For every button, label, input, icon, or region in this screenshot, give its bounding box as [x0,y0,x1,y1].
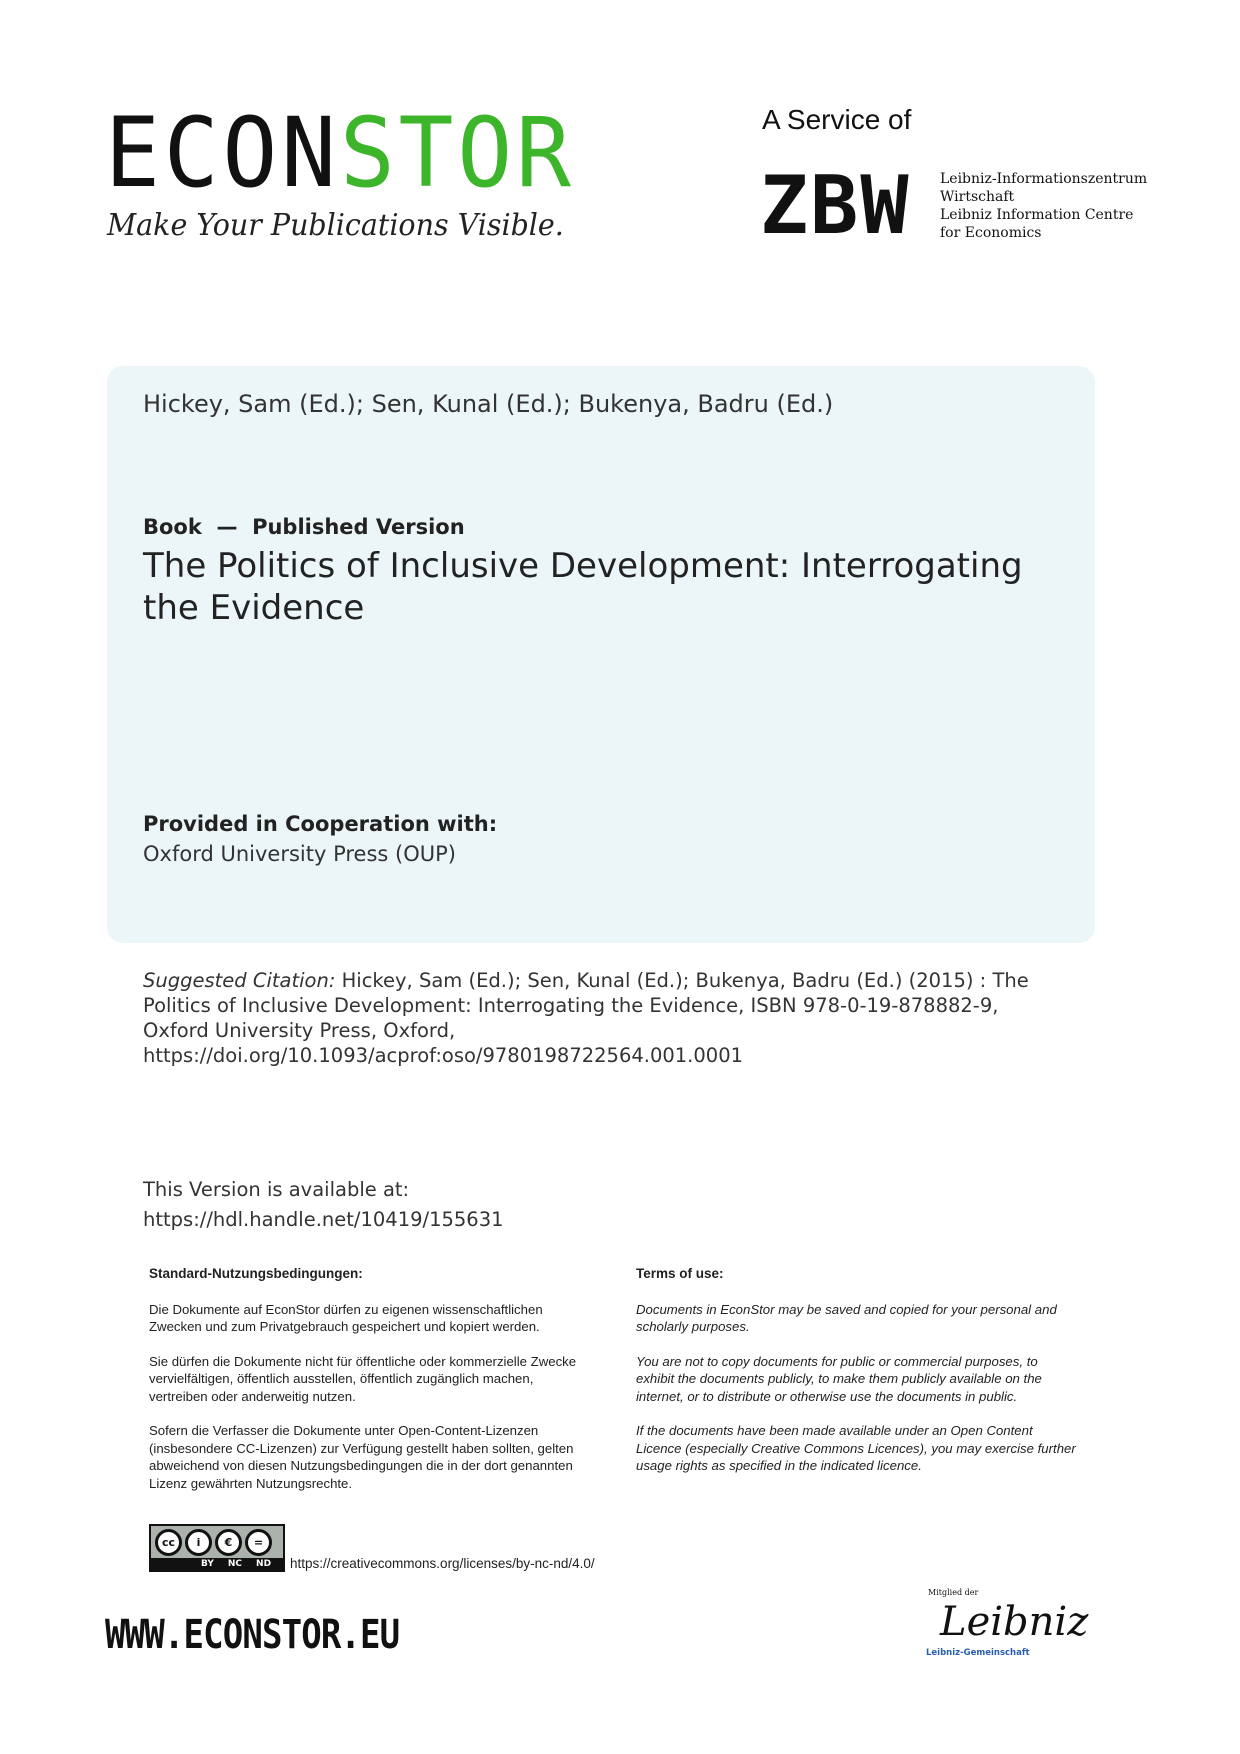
leibniz-member-label: Mitglied der [928,1588,979,1597]
terms-paragraph: If the documents have been made available under an Open Content Licence (especially Creative Commons Licences), you may exercise further usage rights as specified in the indicated licence. [636,1423,1076,1473]
zbw-line: Wirtschaft [940,189,1015,205]
citation-label: Suggested Citation: [143,969,336,992]
zbw-line: Leibniz Information Centre [940,207,1134,223]
leibniz-signature-logo: Leibniz [940,1599,1089,1645]
leibniz-gemeinschaft-label: Leibniz-Gemeinschaft [926,1648,1030,1658]
document-title: The Politics of Inclusive Development: Interrogating the Evidence [143,546,1023,628]
noncommercial-icon: € [215,1529,242,1556]
provider: Oxford University Press (OUP) [143,842,456,866]
attribution-icon: i [185,1529,212,1556]
document-type: Book — Published Version [143,515,465,539]
noderivatives-icon: = [245,1529,272,1556]
citation-doi-link[interactable]: https://doi.org/10.1093/acprof:oso/9780198722564.001.0001 [143,1044,744,1067]
terms-paragraph: You are not to copy documents for public or commercial purposes, to exhibit the documents publicly, to make them publicly available on the internet, or to distribute or otherwise use the documents in public. [636,1353,1042,1404]
logo-stor: STOR [339,97,575,209]
terms-paragraph: Sie dürfen die Dokumente nicht für öffentliche oder kommerzielle Zwecke vervielfältigen, öffentlich ausstellen, öffentlich zugänglich machen, vertreiben oder anderweitig nutzen. [149,1353,577,1404]
zbw-line: Leibniz-Informationszentrum [940,171,1148,187]
badge-label: NC [227,1559,243,1569]
terms-english [636,1265,1076,1492]
version-url-link[interactable]: https://hdl.handle.net/10419/155631 [143,1208,504,1231]
suggested-citation [143,968,1043,1068]
zbw-logo: ZBW [760,159,911,252]
version-info [143,1175,504,1235]
cc-icon: cc [155,1529,182,1556]
zbw-name [940,170,1147,242]
provided-heading: Provided in Cooperation with: [143,812,498,836]
econstor-logo [105,97,575,209]
terms-german [149,1265,589,1509]
terms-paragraph: Documents in EconStor may be saved and copied for your personal and scholarly purposes. [636,1301,1057,1334]
badge-label: ND [256,1559,272,1569]
terms-english-heading: Terms of use: [636,1266,724,1281]
cc-by-nc-nd-badge [149,1524,285,1572]
logo-econ: ECON [105,97,340,209]
authors: Hickey, Sam (Ed.); Sen, Kunal (Ed.); Bukenya, Badru (Ed.) [143,390,834,418]
econstor-website: WWW.ECONSTOR.EU [105,1612,400,1658]
version-label: This Version is available at: [143,1178,410,1201]
slogan: Make Your Publications Visible. [107,208,564,243]
zbw-line: for Economics [940,225,1042,241]
service-of-label: A Service of [762,104,912,135]
terms-german-heading: Standard-Nutzungsbedingungen: [149,1266,363,1281]
terms-paragraph: Sofern die Verfasser die Dokumente unter Open-Content-Lizenzen (insbesondere CC-Lizenzen) zur Verfügung gestellt haben sollten, gelten abweichend von diesen Nutzungsbedingungen die in der dort genannten Lizenz gewährten Nutzungsrechte. [149,1423,574,1491]
license-url-link[interactable]: https://creativecommons.org/licenses/by-nc-nd/4.0/ [290,1556,595,1571]
terms-paragraph: Die Dokumente auf EconStor dürfen zu eigenen wissenschaftlichen Zwecken und zum Privatgebrauch gespeichert und kopiert werden. [149,1301,543,1334]
citation-text: Hickey, Sam (Ed.); Sen, Kunal (Ed.); Bukenya, Badru (Ed.) (2015) : The Politics of Inclusive Development: Interrogating the Evidence, ISBN 978-0-19-878882-9, Oxford University Press, Oxford, [143,969,1029,1042]
badge-label: BY [201,1559,214,1569]
